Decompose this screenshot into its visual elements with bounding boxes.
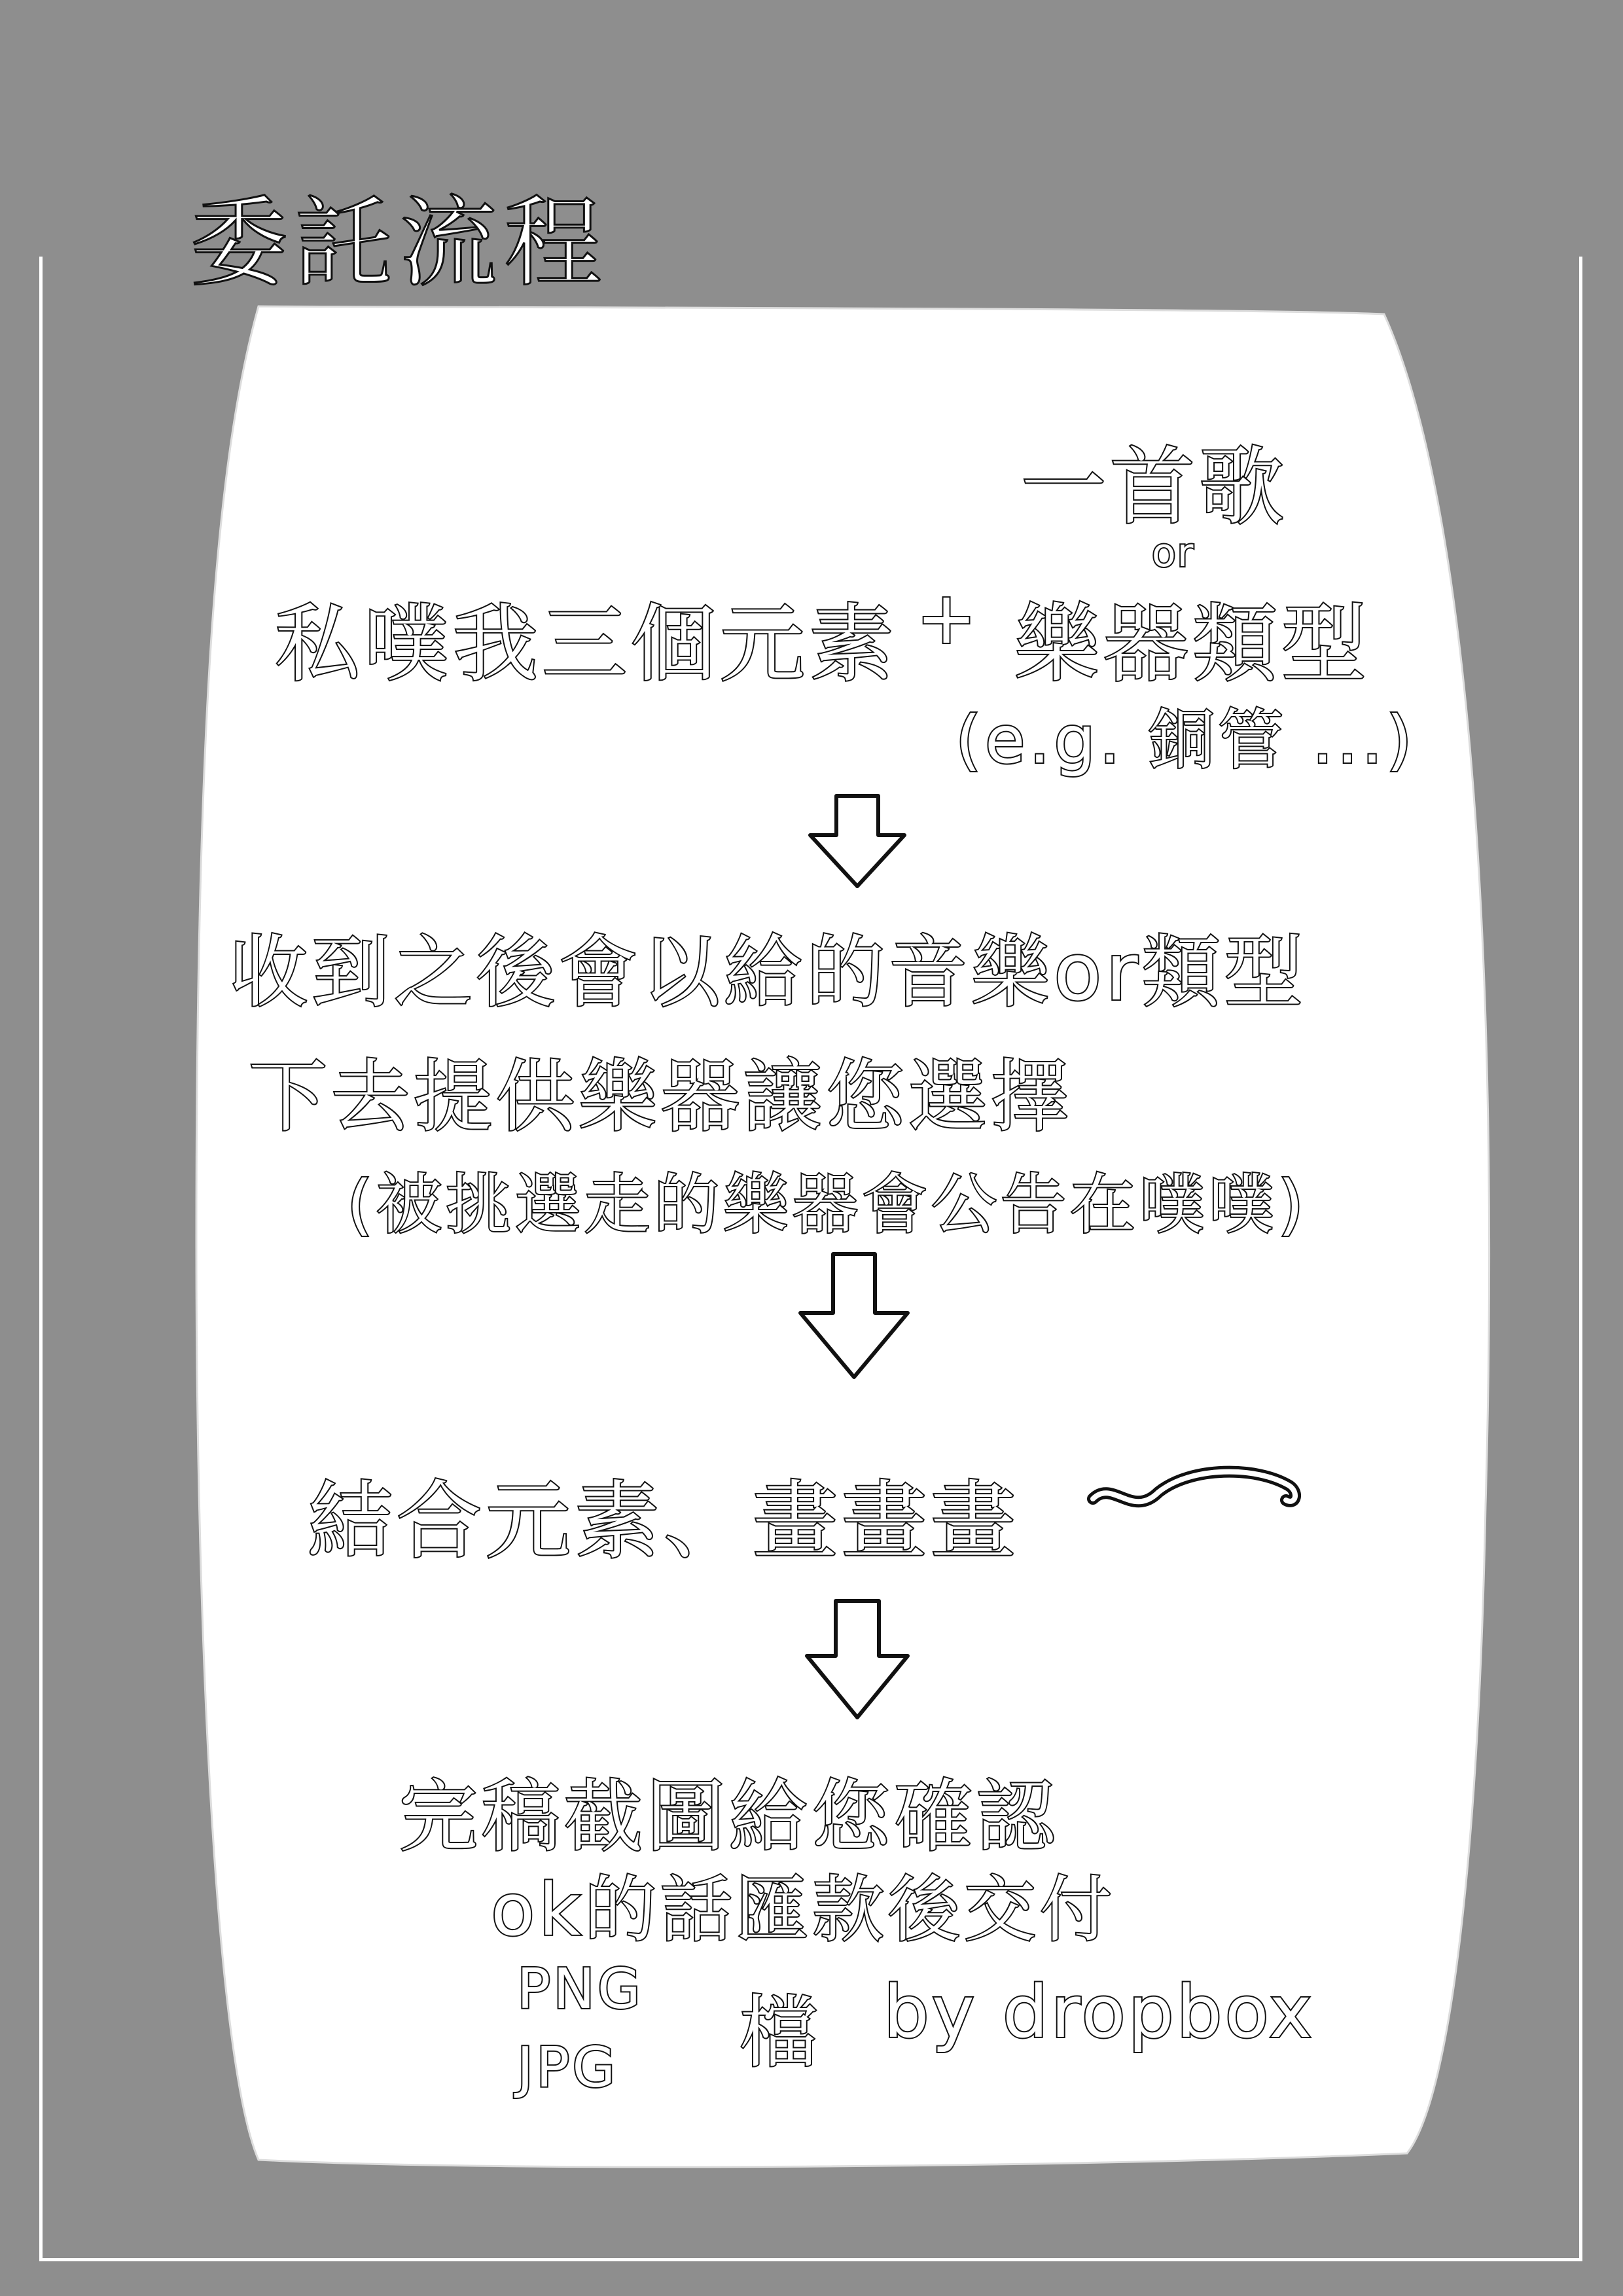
down-arrow-icon [795, 1250, 913, 1381]
delivery-method: by dropbox [883, 1970, 1315, 2054]
plus-sign: + [916, 576, 981, 660]
down-arrow-icon [805, 792, 910, 890]
option-song: 一首歌 [1021, 437, 1289, 537]
option-or: or [1152, 530, 1195, 576]
frame-line-bottom [39, 2258, 1582, 2261]
step4-line1: 完稿截圖給您確認 [399, 1772, 1059, 1863]
option-instrument-type: 樂器類型 [1014, 594, 1371, 694]
format-png: PNG [517, 1957, 643, 2022]
file-word: 檔 [740, 1988, 822, 2079]
step1-elements: 私噗我三個元素 [275, 594, 899, 694]
step3-line1: 結合元素、畫畫畫 [308, 1471, 1020, 1571]
down-arrow-icon [802, 1597, 913, 1721]
step2-line1: 收到之後會以給的音樂or類型 [229, 927, 1307, 1018]
frame-line-left [39, 257, 43, 2259]
step4-line2: ok的話匯款後交付 [491, 1868, 1116, 1952]
tilde-squiggle-icon [1086, 1453, 1302, 1525]
step2-line3: (被挑選走的樂器會公告在噗噗) [347, 1166, 1308, 1243]
frame-line-right [1579, 257, 1582, 2259]
step2-line2: 下去提供樂器讓您選擇 [249, 1052, 1073, 1143]
page-title: 委託流程 [190, 187, 609, 300]
format-jpg: JPG [517, 2036, 618, 2100]
instrument-example: (e.g. 銅管 ...) [955, 702, 1416, 778]
